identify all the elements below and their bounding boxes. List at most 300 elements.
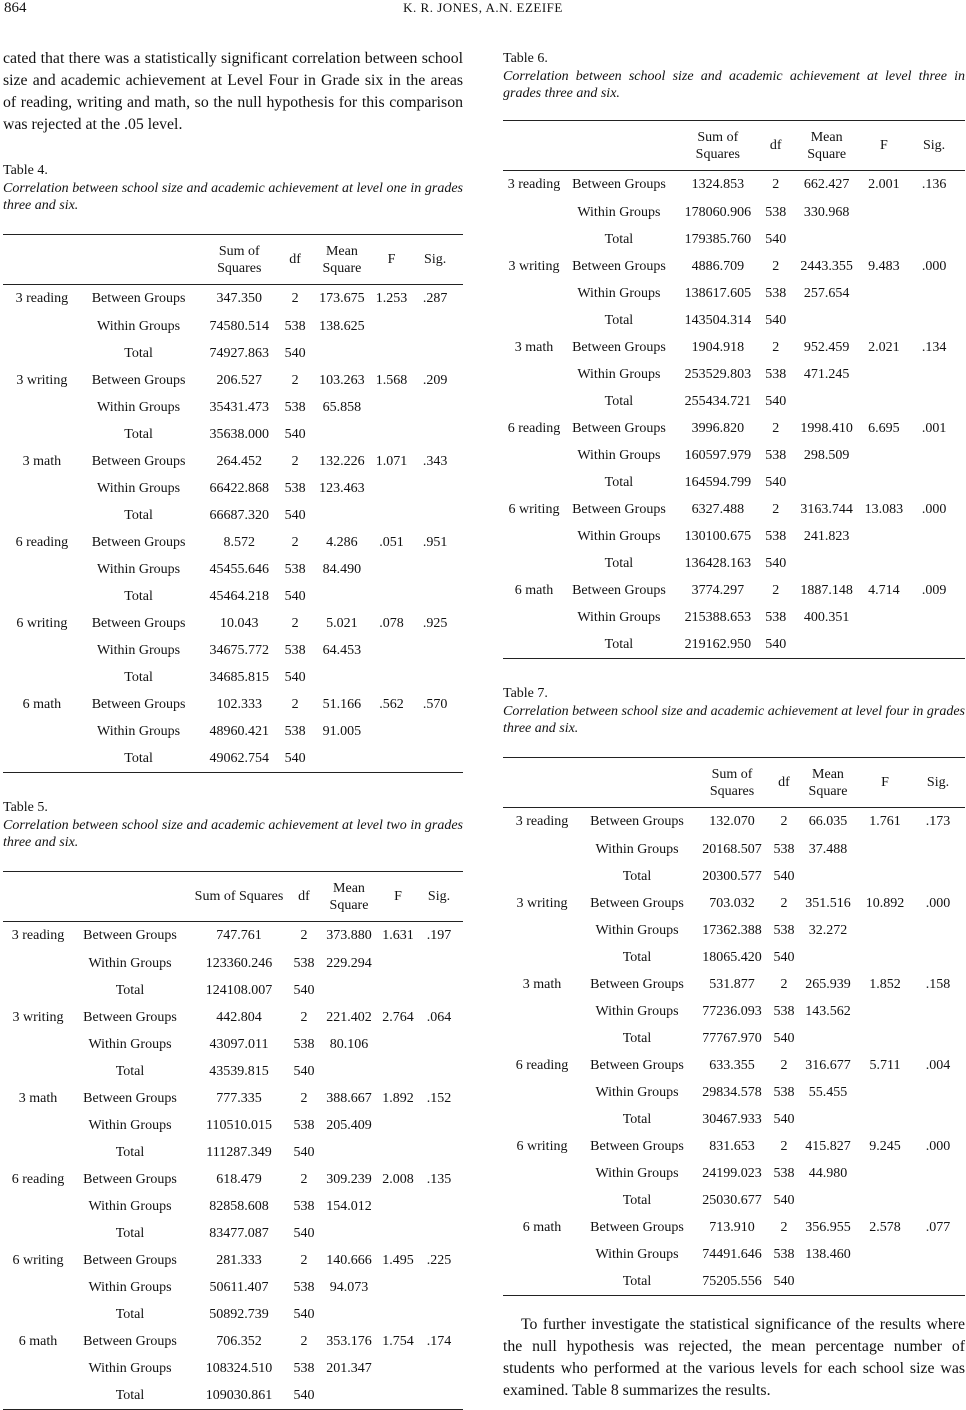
table-row <box>503 415 965 442</box>
table-row <box>3 313 463 340</box>
group-label: 6 reading <box>11 1171 65 1187</box>
table-row <box>3 977 463 1004</box>
table-row <box>503 917 965 944</box>
ms-cell <box>317 1382 381 1410</box>
source-cell: Total <box>604 474 634 490</box>
table-row <box>3 1301 463 1328</box>
table-row <box>503 890 965 917</box>
group-label-empty <box>3 1301 73 1328</box>
f-cell <box>859 863 911 890</box>
body-paragraph-top: cated that there was a statistically significant correlation between school size and academic achievement at Level Four in Grade six in the areas of reading, writing and math, so the null hypothesis for this comparison was rejected at the .05 level. <box>3 50 463 133</box>
f-cell <box>376 394 408 421</box>
sig-cell <box>911 836 965 863</box>
ss-cell: 531.877 <box>709 976 755 992</box>
table-row <box>3 1247 463 1274</box>
group-label-empty <box>3 1382 73 1410</box>
table-row <box>3 502 463 529</box>
ss-cell: 123360.246 <box>205 955 273 971</box>
group-label-empty <box>3 583 81 610</box>
header-empty <box>565 121 673 171</box>
group-label-empty <box>3 977 73 1004</box>
f-cell: .562 <box>379 696 404 712</box>
source-cell: Within Groups <box>88 1360 172 1376</box>
group-label-empty <box>3 637 81 664</box>
source-cell: Between Groups <box>572 177 666 192</box>
ms-cell: 132.226 <box>319 453 365 469</box>
sig-cell <box>407 340 463 367</box>
sig-cell <box>415 1112 463 1139</box>
f-cell <box>865 631 904 659</box>
source-cell: Within Groups <box>577 366 661 382</box>
ss-cell: 160597.979 <box>684 447 752 463</box>
df-cell: 2 <box>772 501 780 517</box>
ms-cell: 5.021 <box>326 615 358 631</box>
ss-cell: 29834.578 <box>702 1084 762 1100</box>
f-cell <box>376 745 408 773</box>
sig-cell: .000 <box>921 501 947 517</box>
ss-cell: 20168.507 <box>702 841 762 857</box>
ms-cell: 44.980 <box>808 1165 848 1181</box>
group-label-empty <box>503 523 565 550</box>
ss-cell: 143504.314 <box>684 312 752 328</box>
df-cell: 538 <box>773 1246 795 1262</box>
f-cell <box>376 313 408 340</box>
ms-cell: 103.263 <box>319 372 365 388</box>
sig-cell <box>911 1160 965 1187</box>
sig-cell <box>407 718 463 745</box>
group-label-empty <box>3 1058 73 1085</box>
f-cell: 1.071 <box>375 453 408 469</box>
source-cell: Within Groups <box>595 1084 679 1100</box>
sig-cell: .287 <box>422 291 448 306</box>
table-row <box>503 1187 965 1214</box>
df-cell: 540 <box>293 1063 315 1079</box>
sig-cell <box>415 1193 463 1220</box>
table-description: Correlation between school size and academic achievement at level one in grades three and six. <box>3 181 463 213</box>
ms-cell <box>797 1187 859 1214</box>
df-cell: 2 <box>300 928 308 943</box>
df-cell: 540 <box>284 426 306 442</box>
ss-cell: 3774.297 <box>691 582 745 598</box>
f-cell: 6.695 <box>868 420 900 436</box>
df-cell: 2 <box>780 1138 788 1154</box>
source-cell: Within Groups <box>577 447 661 463</box>
table-description: Correlation between school size and academic achievement at level two in grades three and six. <box>3 818 463 850</box>
f-cell <box>376 664 408 691</box>
ms-cell: 143.562 <box>805 1003 851 1019</box>
df-cell: 538 <box>773 1165 795 1181</box>
source-cell: Between Groups <box>590 1138 684 1154</box>
df-cell: 2 <box>780 814 788 829</box>
ss-cell: 1324.853 <box>691 177 745 192</box>
f-cell <box>381 1031 415 1058</box>
page-header <box>0 0 966 24</box>
table-row <box>3 922 463 951</box>
table-row <box>503 307 965 334</box>
ss-cell: 777.335 <box>216 1090 262 1106</box>
sig-cell <box>911 1187 965 1214</box>
table-row <box>503 604 965 631</box>
table-row <box>503 1079 965 1106</box>
sig-cell <box>911 1025 965 1052</box>
table-row <box>503 1214 965 1241</box>
ms-cell: 64.453 <box>322 642 362 658</box>
group-label-empty <box>503 863 581 890</box>
ms-cell: 662.427 <box>803 177 850 192</box>
df-cell: 2 <box>772 582 780 598</box>
group-label: 3 writing <box>12 1009 64 1025</box>
df-cell: 2 <box>300 1090 308 1106</box>
source-cell: Within Groups <box>97 723 181 739</box>
ss-cell: 34675.772 <box>209 642 270 658</box>
table-row <box>503 863 965 890</box>
df-cell: 538 <box>773 1084 795 1100</box>
group-label: 3 math <box>18 1090 58 1106</box>
table-row <box>503 1268 965 1296</box>
header-sig: Sig. <box>926 775 950 790</box>
ms-cell: 388.667 <box>326 1090 372 1106</box>
ss-cell: 110510.015 <box>206 1117 272 1133</box>
ss-cell: 75205.556 <box>702 1273 762 1289</box>
table-row <box>3 1112 463 1139</box>
sig-cell <box>911 1268 965 1296</box>
f-cell: 1.253 <box>375 291 408 306</box>
table-row <box>503 1052 965 1079</box>
source-cell: Between Groups <box>83 1171 177 1187</box>
sig-cell <box>415 1139 463 1166</box>
body-paragraph-bottom: To further investigate the statistical significance of the results where the null hypothesis was rejected, the mean percentage number of students who performed at the various levels for each school size was examined. Table 8 summarizes the results. <box>503 1316 965 1399</box>
table-row <box>3 1274 463 1301</box>
ms-cell: 173.675 <box>319 291 365 306</box>
sig-cell <box>911 863 965 890</box>
table-row <box>503 631 965 659</box>
source-cell: Total <box>124 345 153 361</box>
df-cell: 2 <box>300 1333 308 1349</box>
header-f: F <box>394 889 402 904</box>
table-row <box>3 637 463 664</box>
f-cell <box>376 340 408 367</box>
ms-cell: 66.035 <box>808 814 848 829</box>
f-cell <box>381 1274 415 1301</box>
header-df: df <box>298 889 310 904</box>
f-cell <box>859 1187 911 1214</box>
f-cell <box>381 1193 415 1220</box>
sig-cell <box>903 523 965 550</box>
df-cell: 2 <box>300 1171 308 1187</box>
ms-cell: 351.516 <box>805 895 851 911</box>
df-cell: 538 <box>293 1360 315 1376</box>
source-cell: Within Groups <box>577 528 661 544</box>
df-cell: 2 <box>780 1057 788 1073</box>
ms-cell <box>308 745 376 773</box>
group-label-empty <box>503 1079 581 1106</box>
sig-cell <box>407 421 463 448</box>
sig-cell <box>903 280 965 307</box>
ms-cell: 316.677 <box>805 1057 851 1073</box>
table-row <box>3 1220 463 1247</box>
sig-cell: .000 <box>925 1138 951 1154</box>
f-cell <box>376 475 408 502</box>
table-block <box>3 799 463 1410</box>
f-cell <box>865 550 904 577</box>
df-cell: 2 <box>291 534 299 550</box>
df-cell: 2 <box>300 1252 308 1268</box>
ss-cell: 179385.760 <box>684 231 752 247</box>
ss-cell: 8.572 <box>223 534 256 550</box>
table-row <box>3 394 463 421</box>
table-row <box>503 808 965 837</box>
ss-cell: 633.355 <box>709 1057 755 1073</box>
table-description: Correlation between school size and academic achievement at level four in grades three and six. <box>503 704 965 736</box>
ss-cell: 206.527 <box>216 372 263 388</box>
df-cell: 538 <box>773 841 795 857</box>
table-block <box>503 50 965 659</box>
group-label-empty <box>503 604 565 631</box>
ms-cell <box>317 1058 381 1085</box>
group-label-empty <box>503 631 565 659</box>
header-df: df <box>289 252 301 267</box>
f-cell <box>376 502 408 529</box>
header-sig: Sig. <box>922 138 946 153</box>
ss-cell: 34685.815 <box>209 669 270 685</box>
header-mean-square: Mean Square <box>329 880 369 913</box>
ss-cell: 253529.803 <box>684 366 752 382</box>
sig-cell: .174 <box>426 1333 452 1349</box>
sig-cell <box>407 556 463 583</box>
f-cell <box>859 1106 911 1133</box>
ms-cell: 356.955 <box>805 1219 851 1235</box>
ms-cell: 330.968 <box>803 204 850 220</box>
group-label-empty <box>503 388 565 415</box>
source-cell: Within Groups <box>595 1003 679 1019</box>
table-row <box>503 442 965 469</box>
ss-cell: 255434.721 <box>684 393 752 409</box>
f-cell <box>381 1058 415 1085</box>
left-column <box>3 48 463 1410</box>
group-label: 3 reading <box>507 177 561 192</box>
table-row <box>503 1133 965 1160</box>
source-cell: Total <box>622 1192 652 1208</box>
sig-cell <box>911 1079 965 1106</box>
table-caption: Table 5. <box>3 800 48 815</box>
ss-cell: 108324.510 <box>205 1360 273 1376</box>
ms-cell: 2443.355 <box>800 258 853 274</box>
ms-cell <box>797 1268 859 1296</box>
table-row <box>3 1058 463 1085</box>
ss-cell: 219162.950 <box>684 636 752 652</box>
ss-cell: 215388.653 <box>684 609 752 625</box>
source-cell: Total <box>622 1030 652 1046</box>
df-cell: 540 <box>284 669 306 685</box>
source-cell: Total <box>115 982 145 998</box>
group-label-empty <box>3 1031 73 1058</box>
df-cell: 538 <box>293 1198 315 1214</box>
source-cell: Total <box>124 507 153 523</box>
group-label: 6 math <box>522 1219 562 1235</box>
f-cell: .078 <box>379 615 404 631</box>
df-cell: 540 <box>765 393 787 409</box>
group-label-empty <box>503 469 565 496</box>
source-cell: Total <box>622 868 652 884</box>
ss-cell: 50611.407 <box>209 1279 269 1295</box>
source-cell: Total <box>124 588 153 604</box>
ss-cell: 77767.970 <box>702 1030 762 1046</box>
df-cell: 540 <box>773 949 795 965</box>
df-cell: 2 <box>291 453 299 469</box>
sig-cell <box>903 469 965 496</box>
source-cell: Within Groups <box>97 318 181 334</box>
header-sum-of-squares: Sum of Squares <box>695 129 740 162</box>
f-cell: 10.892 <box>865 895 905 911</box>
group-label-empty <box>503 226 565 253</box>
group-label-empty <box>3 1355 73 1382</box>
ms-cell <box>789 388 865 415</box>
table-block <box>503 685 965 1296</box>
f-cell <box>859 1025 911 1052</box>
ss-cell: 111287.349 <box>206 1144 272 1160</box>
ms-cell: 1887.148 <box>800 582 853 598</box>
source-cell: Within Groups <box>97 480 181 496</box>
ss-cell: 66687.320 <box>209 507 270 523</box>
f-cell: 2.001 <box>868 177 900 192</box>
ms-cell: 373.880 <box>326 928 372 943</box>
ms-cell: 205.409 <box>326 1117 372 1133</box>
ss-cell: 132.070 <box>709 814 755 829</box>
table-row <box>503 361 965 388</box>
source-cell: Within Groups <box>577 609 661 625</box>
source-cell: Within Groups <box>595 1246 679 1262</box>
header-f: F <box>879 138 888 153</box>
df-cell: 2 <box>772 177 780 192</box>
f-cell <box>865 226 904 253</box>
sig-cell <box>903 226 965 253</box>
table-row <box>3 285 463 314</box>
df-cell: 538 <box>284 399 306 415</box>
header-df: df <box>778 775 790 790</box>
df-cell: 2 <box>772 420 780 436</box>
sig-cell: .077 <box>925 1219 951 1235</box>
df-cell: 540 <box>765 636 787 652</box>
f-cell: 5.711 <box>869 1057 901 1073</box>
ms-cell <box>308 583 376 610</box>
sig-cell <box>903 550 965 577</box>
table-row <box>3 664 463 691</box>
group-label: 3 reading <box>515 814 569 829</box>
group-label: 6 reading <box>15 534 69 550</box>
df-cell: 2 <box>780 1219 788 1235</box>
ms-cell: 257.654 <box>803 285 850 301</box>
f-cell <box>859 944 911 971</box>
ss-cell: 264.452 <box>216 453 263 469</box>
page-number: 864 <box>4 0 27 16</box>
ss-cell: 82858.608 <box>209 1198 269 1214</box>
df-cell: 540 <box>293 1144 315 1160</box>
sig-cell <box>415 950 463 977</box>
group-label: 6 writing <box>12 1252 64 1268</box>
group-label-empty <box>3 1112 73 1139</box>
header-empty <box>73 872 187 922</box>
table-row <box>503 469 965 496</box>
ss-cell: 109030.861 <box>205 1387 273 1403</box>
ss-cell: 1904.918 <box>691 339 745 355</box>
table-row <box>3 1085 463 1112</box>
source-cell: Within Groups <box>88 955 172 971</box>
f-cell: 1.852 <box>869 976 901 992</box>
ms-cell: 4.286 <box>326 534 358 550</box>
group-label-empty <box>503 998 581 1025</box>
table-row <box>503 496 965 523</box>
sig-cell: .197 <box>426 928 452 943</box>
sig-cell: .136 <box>921 177 947 192</box>
table-row <box>3 583 463 610</box>
f-cell <box>865 469 904 496</box>
df-cell: 540 <box>773 1192 795 1208</box>
df-cell: 2 <box>291 372 299 388</box>
f-cell: 2.578 <box>869 1219 901 1235</box>
table-row <box>503 1025 965 1052</box>
sig-cell: .135 <box>426 1171 452 1187</box>
ms-cell: 201.347 <box>326 1360 372 1376</box>
ms-cell <box>317 1220 381 1247</box>
ms-cell: 298.509 <box>803 447 850 463</box>
source-cell: Between Groups <box>91 372 186 388</box>
anova-table <box>3 234 463 773</box>
table-row <box>503 171 965 200</box>
source-cell: Between Groups <box>572 258 666 274</box>
table-row <box>503 998 965 1025</box>
table-row <box>503 836 965 863</box>
f-cell <box>865 604 904 631</box>
ss-cell: 713.910 <box>709 1219 755 1235</box>
header-f: F <box>881 775 889 790</box>
f-cell <box>376 718 408 745</box>
ms-cell <box>308 664 376 691</box>
header-empty <box>81 235 197 285</box>
ms-cell <box>789 550 865 577</box>
ms-cell <box>797 863 859 890</box>
ms-cell: 138.625 <box>319 318 365 334</box>
sig-cell <box>407 664 463 691</box>
ss-cell: 43097.011 <box>209 1036 269 1052</box>
table-row <box>3 1355 463 1382</box>
sig-cell <box>407 313 463 340</box>
sig-cell <box>903 361 965 388</box>
ss-cell: 74927.863 <box>209 345 270 361</box>
table-row <box>3 556 463 583</box>
f-cell <box>381 977 415 1004</box>
source-cell: Between Groups <box>572 420 666 436</box>
df-cell: 2 <box>772 258 780 274</box>
ms-cell <box>797 944 859 971</box>
source-cell: Within Groups <box>595 922 679 938</box>
f-cell <box>859 1160 911 1187</box>
ms-cell: 265.939 <box>805 976 851 992</box>
f-cell: 9.245 <box>869 1138 901 1154</box>
group-label: 6 math <box>18 1333 58 1349</box>
df-cell: 540 <box>765 312 787 328</box>
df-cell: 2 <box>300 1009 308 1025</box>
source-cell: Between Groups <box>590 1219 684 1235</box>
f-cell <box>381 950 415 977</box>
df-cell: 538 <box>765 204 787 220</box>
ms-cell: 241.823 <box>803 528 850 544</box>
source-cell: Within Groups <box>88 1279 172 1295</box>
ms-cell: 415.827 <box>805 1138 851 1154</box>
group-label-empty <box>3 950 73 977</box>
df-cell: 540 <box>284 750 306 766</box>
sig-cell: .570 <box>422 696 448 712</box>
source-cell: Total <box>124 669 153 685</box>
